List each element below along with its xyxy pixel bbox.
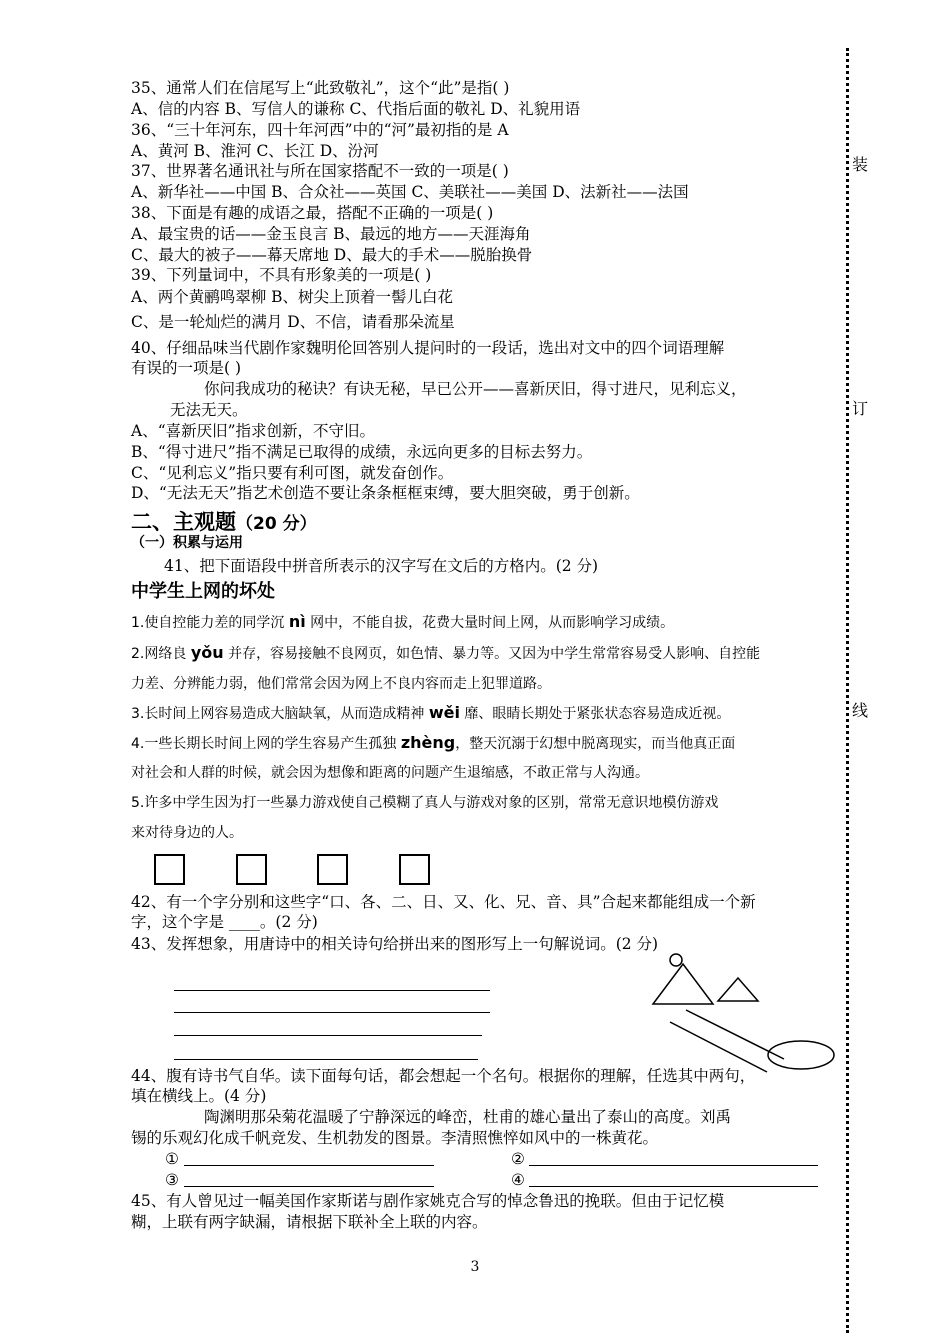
binding-char-ding: 订: [851, 399, 868, 418]
q39-options-ab: A、两个黄鹂鸣翠柳 B、树尖上顶着一髻儿白花: [131, 288, 454, 306]
q42-line2: 字，这个字是 ____。(2 分): [131, 913, 318, 931]
q36-stem: 36、“三十年河东，四十年河西”中的“河”最初指的是 A: [131, 121, 509, 139]
blank-marker-4: ④: [511, 1171, 525, 1189]
answer-box-4[interactable]: [399, 854, 430, 885]
section2-score: （20 分）: [236, 514, 317, 534]
q40-stem-line1: 40、仔细品味当代剧作家魏明伦回答别人提问时的一段话，选出对文中的四个词语理解: [131, 339, 725, 357]
q35-stem: 35、通常人们在信尾写上“此致敬礼”，这个“此”是指( ): [131, 79, 510, 97]
q45-line2: 糊，上联有两字缺漏，请根据下联补全上联的内容。: [131, 1213, 488, 1231]
q40-option-d: D、“无法无天”指艺术创造不要让条条框框束缚，要大胆突破，勇于创新。: [131, 484, 640, 502]
q44-line1: 44、腹有诗书气自华。读下面每句话，都会想起一个名句。根据你的理解，任选其中两句，: [131, 1067, 756, 1085]
passage-paragraph-5-cont: 来对待身边的人。: [131, 825, 243, 841]
q40-option-a: A、“喜新厌旧”指求创新，不守旧。: [131, 422, 376, 440]
section2-title: 二、主观题: [131, 510, 236, 534]
river-line-1: [670, 1022, 767, 1072]
passage-paragraph-5: 5.许多中学生因为打一些暴力游戏使自己模糊了真人与游戏对象的区别，常常无意识地模仿游戏: [131, 795, 719, 811]
blank-marker-3: ③: [165, 1171, 179, 1189]
passage-paragraph-3: 3.长时间上网容易造成大脑缺氧，从而造成精神 wěi 靡、眼睛长期处于紧张状态容易造成近视。: [131, 703, 731, 722]
q40-stem-line2: 有误的一项是( ): [131, 359, 242, 377]
blank-marker-1: ①: [165, 1150, 179, 1168]
q41-stem: 41、把下面语段中拼音所表示的汉字写在文后的方格内。(2 分): [164, 557, 599, 575]
q43-answer-line-1[interactable]: [174, 990, 490, 991]
pinyin-you: yǒu: [190, 643, 224, 662]
q43-answer-line-4[interactable]: [174, 1059, 478, 1060]
passage-paragraph-1: 1.使自控能力差的同学沉 nì 网中，不能自拔，花费大量时间上网，从而影响学习成绩。: [131, 612, 675, 631]
q39-stem: 39、下列量词中，不具有形象美的一项是( ): [131, 266, 432, 284]
pinyin-zheng: zhèng: [400, 733, 456, 752]
q44-text-line1: 陶渊明那朵菊花温暖了宁静深远的峰峦，杜甫的雄心量出了泰山的高度。刘禹: [204, 1108, 732, 1126]
pinyin-ni: nì: [288, 612, 306, 631]
binding-char-zhuang: 装: [851, 155, 868, 174]
passage-paragraph-2: 2.网络良 yǒu 并存，容易接触不良网页，如色情、暴力等。又因为中学生常常容易受人影响、自控能: [131, 643, 761, 662]
answer-line-2[interactable]: [529, 1165, 818, 1166]
q40-quote-line2: 无法无天。: [170, 401, 248, 419]
q38-options-cd: C、最大的被子——幕天席地 D、最大的手术——脱胎换骨: [131, 246, 533, 264]
subsection-heading: （一）积累与运用: [131, 535, 243, 551]
answer-line-3[interactable]: [184, 1186, 434, 1187]
q44-line2: 填在横线上。(4 分): [131, 1087, 267, 1105]
q36-options: A、黄河 B、淮河 C、长江 D、汾河: [131, 142, 379, 160]
answer-box-2[interactable]: [236, 854, 267, 885]
large-mountain-triangle: [653, 964, 713, 1004]
passage-paragraph-4-cont: 对社会和人群的时候，就会因为想像和距离的问题产生退缩感，不敢正常与人沟通。: [131, 765, 649, 781]
binding-dotted-line: [846, 48, 849, 1333]
q35-options: A、信的内容 B、写信人的谦称 C、代指后面的敬礼 D、礼貌用语: [131, 100, 581, 118]
q43-answer-line-3[interactable]: [174, 1035, 482, 1036]
q40-option-c: C、“见利忘义”指只要有利可图，就发奋创作。: [131, 464, 454, 482]
poem-shapes-figure: [640, 948, 840, 1073]
answer-line-4[interactable]: [529, 1186, 818, 1187]
q38-options-ab: A、最宝贵的话——金玉良言 B、最远的地方——天涯海角: [131, 225, 531, 243]
q37-stem: 37、世界著名通讯社与所在国家搭配不一致的一项是( ): [131, 162, 509, 180]
passage-title: 中学生上网的坏处: [131, 581, 275, 602]
q43-answer-line-2[interactable]: [174, 1012, 490, 1013]
answer-line-1[interactable]: [184, 1165, 434, 1166]
answer-box-3[interactable]: [317, 854, 348, 885]
q37-options: A、新华社——中国 B、合众社——英国 C、美联社——美国 D、法新社——法国: [131, 183, 689, 201]
q45-line1: 45、有人曾见过一幅美国作家斯诺与剧作家姚克合写的悼念鲁迅的挽联。但由于记忆模: [131, 1192, 725, 1210]
page-number: 3: [470, 1259, 480, 1275]
passage-paragraph-2-cont: 力差、分辨能力弱，他们常常会因为网上不良内容而走上犯罪道路。: [131, 676, 551, 692]
blank-marker-2: ②: [511, 1150, 525, 1168]
sun-circle: [670, 954, 682, 966]
q40-option-b: B、“得寸进尺”指不满足已取得的成绩，永远向更多的目标去努力。: [131, 443, 593, 461]
q42-line1: 42、有一个字分别和这些字“口、各、二、日、又、化、兄、音、具”合起来都能组成一个新: [131, 893, 756, 911]
passage-paragraph-4: 4.一些长期长时间上网的学生容易产生孤独 zhèng，整天沉溺于幻想中脱离现实，而当他真正面: [131, 733, 736, 752]
pinyin-wei: wěi: [428, 703, 460, 722]
small-mountain-triangle: [718, 978, 758, 1001]
answer-box-1[interactable]: [154, 854, 185, 885]
q44-text-line2: 锡的乐观幻化成千帆竞发、生机勃发的图景。李清照憔悴如风中的一株黄花。: [131, 1129, 659, 1147]
q43-stem: 43、发挥想象，用唐诗中的相关诗句给拼出来的图形写上一句解说词。(2 分): [131, 935, 659, 953]
q38-stem: 38、下面是有趣的成语之最，搭配不正确的一项是( ): [131, 204, 494, 222]
sea-ellipse: [768, 1041, 834, 1069]
q39-options-cd: C、是一轮灿烂的满月 D、不信，请看那朵流星: [131, 313, 455, 331]
q40-quote-line1: 你问我成功的秘诀？有诀无秘，早已公开——喜新厌旧，得寸进尺，见利忘义，: [204, 380, 747, 398]
binding-char-xian: 线: [851, 701, 868, 720]
